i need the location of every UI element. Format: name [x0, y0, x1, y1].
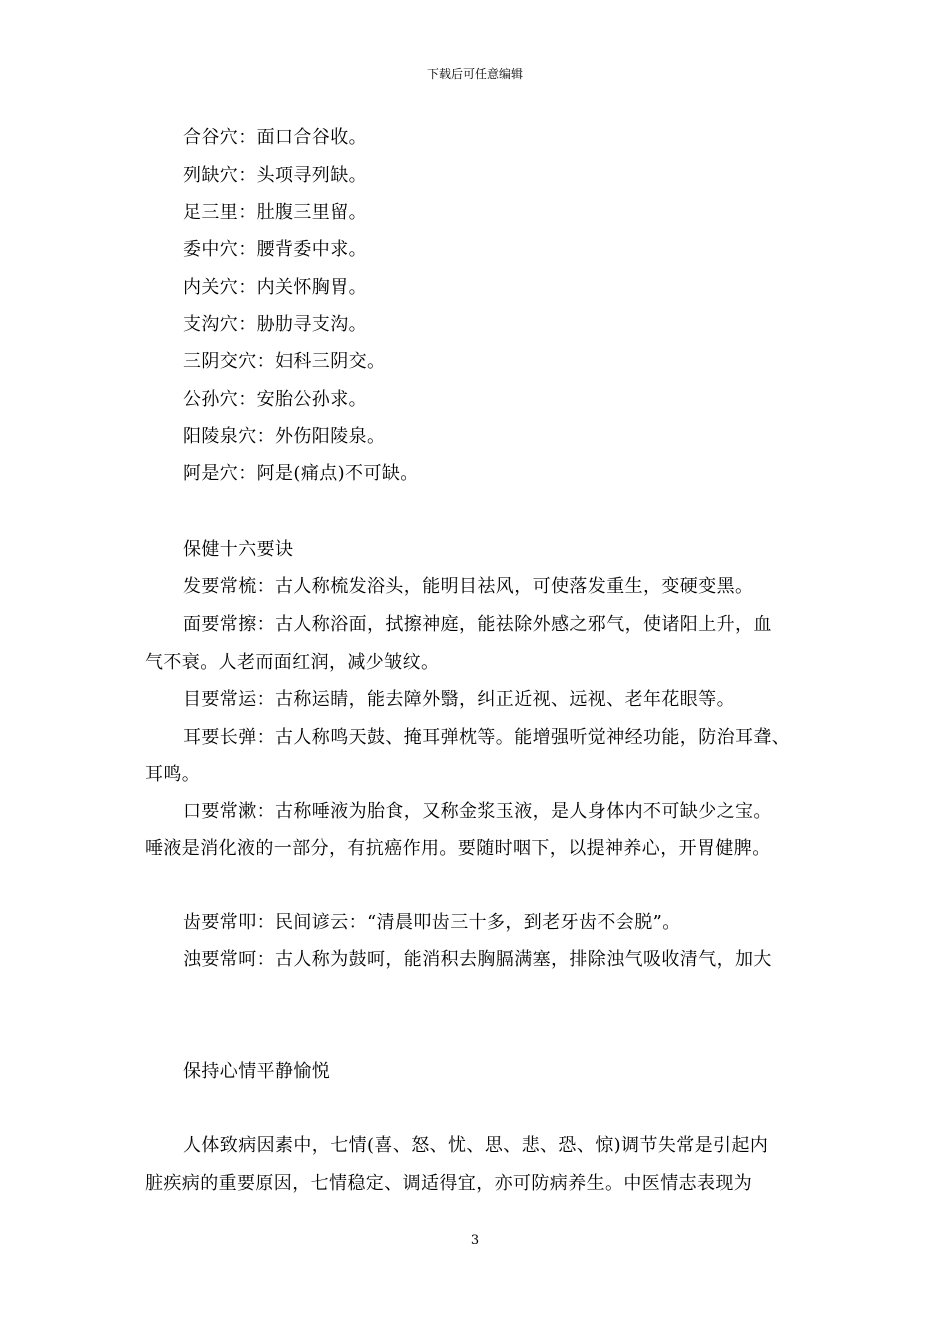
acupoint-line: 阳陵泉穴：外伤阳陵泉。 [183, 426, 386, 447]
paragraph-line: 气不衰。人老而面红润，减少皱纹。 [145, 652, 440, 673]
acupoint-line: 阿是穴：阿是(痛点)不可缺。 [183, 463, 419, 484]
paragraph-line: 面要常擦：古人称浴面，拭擦神庭，能祛除外感之邪气，使诸阳上升，血 [183, 614, 772, 635]
paragraph-line: 口要常漱：古称唾液为胎食，又称金浆玉液，是人身体内不可缺少之宝。 [183, 801, 772, 822]
acupoint-line: 足三里：肚腹三里留。 [183, 202, 367, 223]
acupoint-line: 支沟穴：胁肋寻支沟。 [183, 314, 367, 335]
acupoint-line: 合谷穴：面口合谷收。 [183, 127, 367, 148]
acupoint-line: 列缺穴：头项寻列缺。 [183, 165, 367, 186]
acupoint-line: 内关穴：内关怀胸胃。 [183, 277, 367, 298]
paragraph-line: 发要常梳：古人称梳发浴头，能明目祛风，可使落发重生，变硬变黑。 [183, 576, 754, 597]
acupoint-line: 委中穴：腰背委中求。 [183, 239, 367, 260]
paragraph-line: 耳鸣。 [145, 764, 201, 785]
acupoint-line: 三阴交穴：妇科三阴交。 [183, 351, 386, 372]
paragraph-line: 目要常运：古称运睛，能去障外翳，纠正近视、远视、老年花眼等。 [183, 689, 735, 710]
page-number: 3 [470, 1233, 480, 1248]
paragraph-line: 脏疾病的重要原因，七情稳定、调适得宜，亦可防病养生。中医情志表现为 [145, 1173, 753, 1194]
paragraph-line: 人体致病因素中，七情(喜、怒、忧、思、悲、恐、惊)调节失常是引起内 [183, 1135, 769, 1156]
paragraph-line: 唾液是消化液的一部分，有抗癌作用。要随时咽下，以提神养心，开胃健脾。 [145, 838, 771, 859]
acupoint-line: 公孙穴：安胎公孙求。 [183, 389, 367, 410]
paragraph-line: 浊要常呵：古人称为鼓呵，能消积去胸膈满塞，排除浊气吸收清气，加大 [183, 949, 772, 970]
paragraph-line: 齿要常叩：民间谚云：“清晨叩齿三十多，到老牙齿不会脱”。 [183, 912, 681, 933]
page-header: 下载后可任意编辑 [426, 67, 523, 81]
section-title: 保健十六要诀 [183, 539, 294, 560]
paragraph-line: 耳要长弹：古人称鸣天鼓、掩耳弹枕等。能增强听觉神经功能，防治耳聋、 [183, 727, 791, 748]
section-title: 保持心情平静愉悦 [183, 1061, 331, 1082]
